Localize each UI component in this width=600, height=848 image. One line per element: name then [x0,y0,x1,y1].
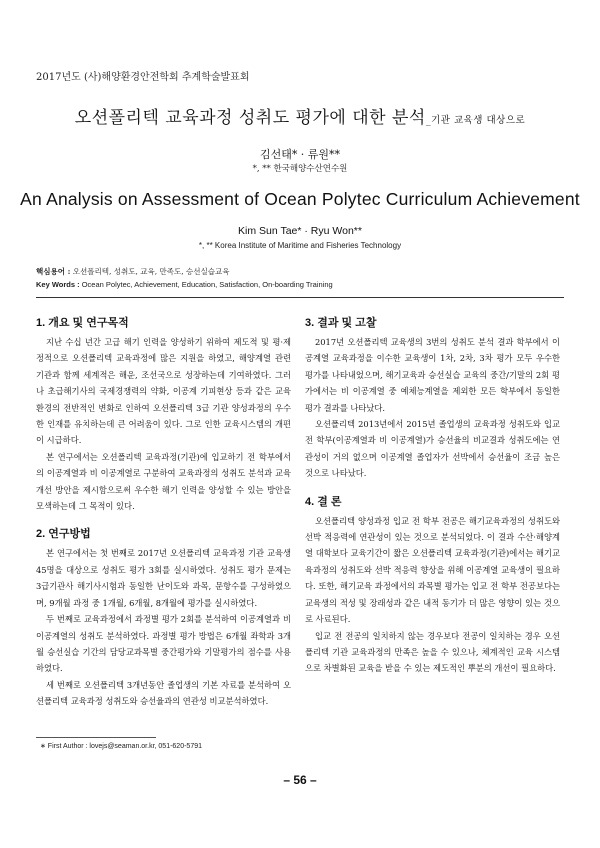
section-2-paragraph-2: 두 번째로 교육과정에서 과정별 평가 2회를 분석하여 이공계열과 비 이공계열의 성취도 분석하였다. 과정별 평가 방법은 6개월 좌학과 3개월 승선실습 기간의 담당교과목별 중간평가와 기말평가의 점수를 사용하였다. [36,614,291,674]
keywords-english-text: Ocean Polytec, Achievement, Education, Satisfaction, On-boarding Training [81,280,333,289]
section-3-paragraph-2: 오션폴리텍 2013년에서 2015년 졸업생의 교육과정 성취도와 입교 전 학부(이공계열과 비 이공계열)가 승선율의 비교결과 성취도에는 연관성이 거의 없으며 이공계열 졸업자가 선박에서 승선율이 조금 높은 것으로 나타났다. [305,419,560,479]
section-3-heading: 3. 결과 및 고찰 [305,317,377,329]
keywords-english [36,280,333,289]
page-number: – 56 – [283,773,317,787]
section-spacer [305,482,560,495]
korean-title-main: 오션폴리텍 교육과정 성취도 평가에 대한 분석 [74,108,426,128]
section-spacer [36,514,291,527]
keywords-korean-label: 핵심용어 : [36,267,71,276]
section-3-paragraph-1: 2017년 오션폴리텍 교육생의 3번의 성취도 분석 결과 학부에서 이공계열 교육과정을 이수한 교육생이 1차, 2차, 3차 평가 모두 우수한 평가를 나타내었으며, 해기교육과 승선실습 교육의 중간/기말의 2회 평가에서는 비 이공계열 중 예체능계열을 제외한 모든 학부에서 동일한 평가 결과를 나타났다. [305,337,560,413]
section-2-paragraph-3: 세 번째로 오션폴리텍 3개년동안 졸업생의 기본 자료를 분석하여 오션폴리텍 교육과정 성취도와 승선율과의 연관성 비교분석하였다. [36,679,291,707]
footnote: ∗ First Author : lovejs@seaman.or.kr, 051-620-5791 [40,743,202,750]
section-4-heading: 4. 결 론 [305,495,342,508]
english-authors: Kim Sun Tae* · Ryu Won** [238,225,362,237]
korean-authors: 김선태* · 류원** [259,148,341,161]
footnote-divider [36,737,156,738]
english-affiliation: *, ** Korea Institute of Maritime and Fisheries Technology [198,241,402,250]
right-column [305,316,560,677]
section-1-heading: 1. 개요 및 연구목적 [36,317,129,329]
left-column [36,316,291,710]
korean-affiliation: *, ** 한국해양수산연수원 [252,164,348,174]
header-divider [36,297,564,298]
section-4-paragraph-1: 오션폴리텍 양성과정 입교 전 학부 전공은 해기교육과정의 성취도와 선박 적응력에 연관성이 있는 것으로 분석되었다. 이 결과 수산·해양계열 대학보다 교육기간이 짧은 오션폴리텍 교육과정(기관)에서는 해기교육과정의 성취도와 선박 적응력 향상을 위해 이공계열 교육생이 필요하다. 또한, 해기교육 과정에서의 과목별 평가는 입교 전 학부 전공보다는 교육생의 적성 및 장래성과 같은 내적 동기가 더 많은 영향이 있는 것으로 사료된다. [305,515,560,625]
section-4-paragraph-2: 입교 전 전공의 일치하지 않는 경우보다 전공이 일치하는 경우 오션폴리텍 기관 교육과정의 만족은 높을 수 있으나, 체계적인 교육 시스템으로 차별화된 교육을 받을 수 있는 제도적인 뿌분의 개선이 필요하다. [305,630,560,674]
keywords-korean [36,266,229,277]
section-1-paragraph-1: 지난 수십 년간 고급 해기 인력을 양성하기 위하여 제도적 및 평·제정적으로 오션폴리텍 교육과정에 많은 지원을 하였고, 해양계열 관련 기관과 함께 세계적은 해운, 조선국으로 성장하는데 기여하였다. 그러나 초급해기사의 국제경쟁력의 약화, 이공계 기피현상 등과 같은 교육환경의 전반적인 변화로 인하여 오션폴리텍 3급 기관 양성과정의 우수한 인재를 유치하는데 큰 어려움이 있다. 그로 인한 교육시스템의 개편이 시급하다. [36,337,291,446]
korean-title [0,103,600,128]
section-2-heading: 2. 연구방법 [36,528,91,541]
section-1-paragraph-2: 본 연구에서는 오션폴리텍 교육과정(기관)에 입교하기 전 학부에서의 이공계열과 비 이공계열로 구분하여 교육과정의 성취도 분석과 교육개선 방안을 제시함으로써 우수한 해기 인력을 양성할 수 있는 방안을 모색하는데 그 목적이 있다. [36,451,291,512]
keywords-english-label: Key Words : [36,280,80,289]
section-2-paragraph-1: 본 연구에서는 첫 번째로 2017년 오션폴리텍 교육과정 기관 교육생 45명을 대상으로 성취도 평가 3회를 실시하였다. 성취도 평가 문제는 3급기관사 해기사시험과 동일한 난이도와 과목, 문항수를 구성하였으며, 9개월 과정 중 1개월, 6개월, 8개월에 평가를 실시하였다. [36,548,291,608]
keywords-korean-text: 오션폴리텍, 성취도, 교육, 만족도, 승선실습교육 [72,267,230,276]
korean-title-subtitle: _기관 교육생 대상으로 [425,115,526,126]
english-title: An Analysis on Assessment of Ocean Polytec Curriculum Achievement [20,189,580,209]
conference-header: 2017년도 (사)해양환경안전학회 추계학술발표회 [36,72,250,83]
